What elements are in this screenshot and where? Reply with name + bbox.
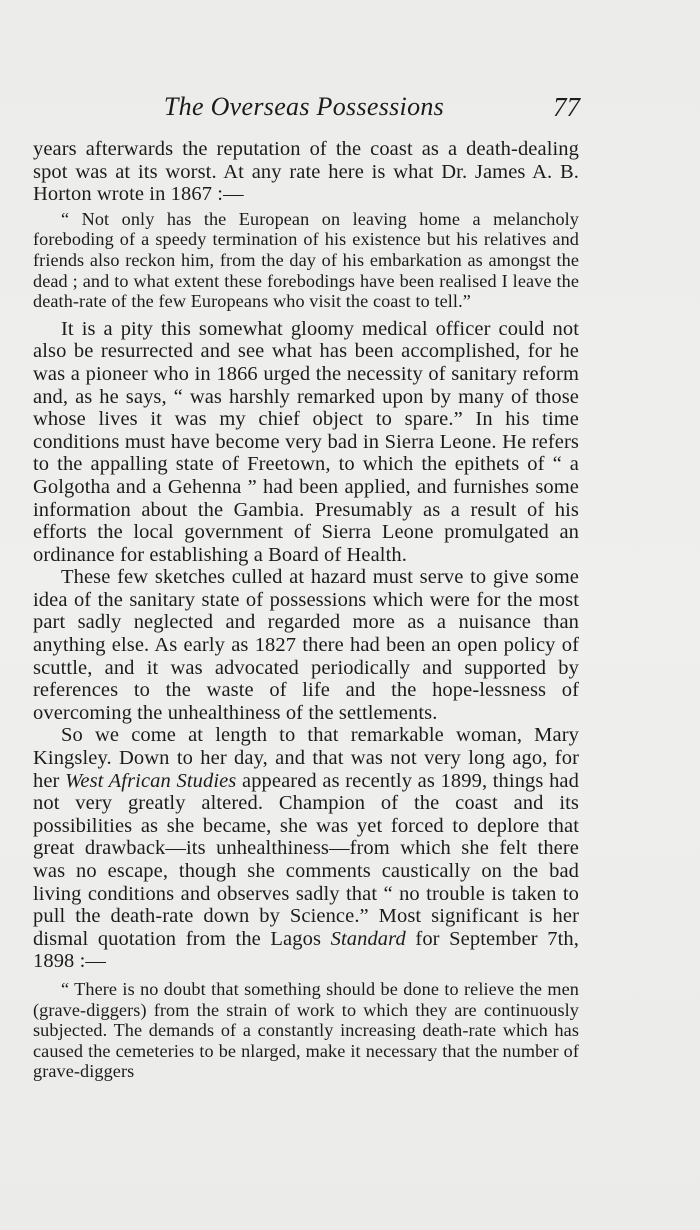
quotation-horton: “ Not only has the European on leaving home a melancholy foreboding of a speedy termination of his existence but his relatives and friends also reckon him, from the day of his embarkation as amongst the dead ; and to what extent these forebodings have been realised I leave the death-rate of the few Europeans who visit the coast to tell.” [33,208,579,312]
paragraph-4-text-c: for September 7th, 1898 :— [33,927,580,973]
book-title: West African Studies [65,769,237,792]
page-header [28,92,580,132]
paragraph-2: It is a pity this somewhat gloomy medical officer could not also be resurrected and see what has been accomplished, for he was a pioneer who in 1866 urged the necessity of sanitary reform and, as he says, “ was harshly remarked upon by many of those whose lives it was my chief object to spare.” In his time conditions must have become very bad in Sierra Leone. He refers to the appalling state of Freetown, to which the epithets of “ a Golgotha and a Gehenna ” had been applied, and furnishes some information about the Gambia. Presumably as a result of his efforts the local government of Sierra Leone promulgated an ordinance for establishing a Board of Health. [33,317,579,566]
paragraph-4-text-b: appeared as recently as 1899, things had not very greatly altered. Champion of the coast and its possibilities as she became, she was yet forced to deplore that great drawback—its unhealthiness—from which she felt there was no escape, though she comments caustically on the bad living conditions and observes sadly that “ no trouble is taken to pull the death-rate down by Science.” Most significant is her dismal quotation from the Lagos [33,769,579,950]
running-title: The Overseas Possessions [163,92,445,121]
paragraph-4-text-a: So we come at length to that remarkable woman, Mary Kingsley. Down to her day, and that was not very long ago, for her [33,724,579,792]
paragraph-3: These few sketches culled at hazard must serve to give some idea of the sanitary state of possessions which were for the most part sadly neglected and regarded more as a nuisance than anything else. As early as 1827 there had been an open policy of scuttle, and it was advocated periodically and supported by references to the waste of life and the hope-lessness of overcoming the unhealthiness of the settlements. [33,566,579,724]
body-text [33,138,579,1082]
newspaper-title: Standard [330,927,406,950]
paragraph-4 [33,724,579,973]
quotation-lagos-standard: “ There is no doubt that something should be done to relieve the men (grave-diggers) from the strain of work to which they are continuously subjected. The demands of a constantly increasing death-rate which has caused the cemeteries to be nlarged, make it necessary that the number of grave-diggers [33,978,579,1082]
paragraph-1: years afterwards the reputation of the coast as a death-dealing spot was at its worst. At any rate here is what Dr. James A. B. Horton wrote in 1867 :— [33,138,579,206]
page-number: 77 [553,92,580,122]
